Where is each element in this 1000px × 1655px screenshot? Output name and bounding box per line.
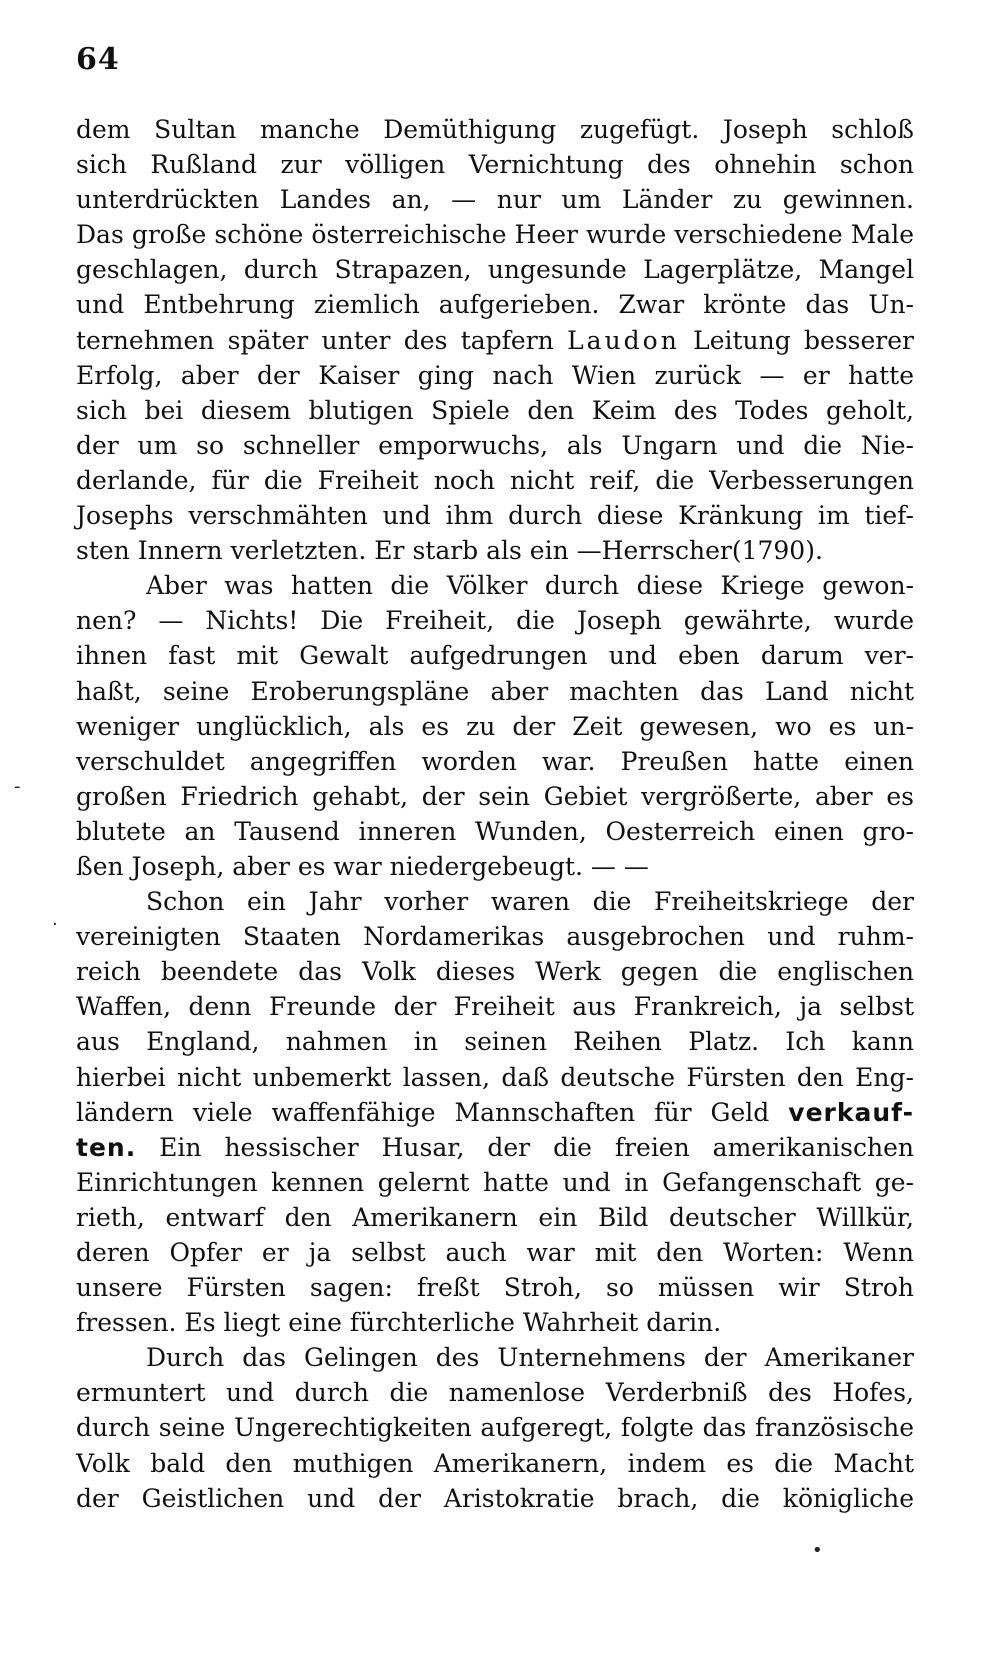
text-line: derlande, für die Freiheit noch nicht reif, die Verbesserungen — [76, 465, 914, 495]
text-segment: Ein hessischer Husar, der die freien amerikanischen — [159, 1132, 914, 1162]
text-line: unsere Fürsten sagen: freßt Stroh, so müssen wir Stroh — [76, 1273, 914, 1303]
text-line: hierbei nicht unbemerkt lassen, daß deutsche Fürsten den Eng- — [76, 1062, 914, 1092]
body-text — [76, 112, 914, 1516]
text-line: großen Friedrich gehabt, der sein Gebiet vergrößerte, aber es — [76, 781, 914, 811]
text-line: Das große schöne österreichische Heer wurde verschiedene Male — [76, 220, 914, 250]
text-line: rieth, entwarf den Amerikanern ein Bild deutscher Willkür, — [76, 1202, 914, 1232]
bold-word-ten: ten. — [76, 1132, 137, 1162]
text-line: sten Innern verletzten. Er starb als ein —Herrscher(1790). — [76, 536, 823, 566]
text-line: ihnen fast mit Gewalt aufgedrungen und eben darum ver- — [76, 641, 914, 671]
page-number: 64 — [76, 42, 120, 77]
bold-word-verkauf: verkauf- — [788, 1097, 914, 1127]
text-segment: Leitung besserer — [679, 325, 914, 355]
text-segment: ternehmen später unter des tapfern — [76, 325, 554, 355]
text-line: Erfolg, aber der Kaiser ging nach Wien zurück — er hatte — [76, 360, 914, 390]
bottom-dot-mark: • — [812, 1540, 823, 1561]
text-line: haßt, seine Eroberungspläne aber machten das Land nicht — [76, 676, 914, 706]
text-line: und Entbehrung ziemlich aufgerieben. Zwar krönte das Un- — [76, 290, 914, 320]
text-line: verschuldet angegriffen worden war. Preußen hatte einen — [76, 746, 914, 776]
text-segment: ländern viele waffenfähige Mannschaften für Geld — [76, 1097, 770, 1127]
text-line: Josephs verschmähten und ihm durch diese Kränkung im tief- — [76, 501, 914, 531]
text-line: Durch das Gelingen des Unternehmens der Amerikaner — [146, 1343, 914, 1373]
text-line: Aber was hatten die Völker durch diese Kriege gewon- — [146, 571, 914, 601]
margin-dash-mark: ‑ — [14, 776, 21, 797]
text-line: ermuntert und durch die namenlose Verderbniß des Hofes, — [76, 1378, 914, 1408]
text-line: reich beendete das Volk dieses Werk gegen die englischen — [76, 957, 914, 987]
text-line-with-emphasis — [76, 1095, 914, 1130]
text-line: Volk bald den muthigen Amerikanern, indem es die Macht — [76, 1448, 914, 1478]
text-line-with-emphasis — [76, 323, 914, 358]
text-line: sich bei diesem blutigen Spiele den Keim des Todes geholt, — [76, 395, 914, 425]
text-line: Schon ein Jahr vorher waren die Freiheitskriege der — [146, 887, 914, 917]
text-line: Einrichtungen kennen gelernt hatte und in Gefangenschaft ge- — [76, 1167, 914, 1197]
text-line: der um so schneller emporwuchs, als Ungarn und die Nie- — [76, 430, 914, 460]
margin-dot-mark: · — [52, 914, 58, 935]
text-line: aus England, nahmen in seinen Reihen Platz. Ich kann — [76, 1027, 914, 1057]
text-line: geschlagen, durch Strapazen, ungesunde Lagerplätze, Mangel — [76, 255, 914, 285]
text-line: Waffen, denn Freunde der Freiheit aus Frankreich, ja selbst — [76, 992, 914, 1022]
text-line: fressen. Es liegt eine fürchterliche Wahrheit darin. — [76, 1308, 722, 1338]
text-line: blutete an Tausend inneren Wunden, Oesterreich einen gro- — [76, 816, 914, 846]
text-line: unterdrückten Landes an, — nur um Länder zu gewinnen. — [76, 185, 914, 215]
text-line: der Geistlichen und der Aristokratie brach, die königliche — [76, 1483, 914, 1513]
text-line: dem Sultan manche Demüthigung zugefügt. Joseph schloß — [76, 115, 914, 144]
text-line: weniger unglücklich, als es zu der Zeit gewesen, wo es un- — [76, 711, 914, 741]
text-line: ßen Joseph, aber es war niedergebeugt. — — — [76, 851, 649, 881]
spaced-name-laudon: Laudon — [567, 325, 680, 355]
text-line: deren Opfer er ja selbst auch war mit den Worten: Wenn — [76, 1238, 914, 1267]
text-line: vereinigten Staaten Nordamerikas ausgebrochen und ruhm- — [76, 922, 914, 952]
text-line-with-emphasis — [76, 1130, 914, 1165]
text-line: durch seine Ungerechtigkeiten aufgeregt, folgte das französische — [76, 1413, 914, 1443]
text-line: nen? — Nichts! Die Freiheit, die Joseph gewährte, wurde — [76, 606, 914, 636]
text-line: sich Rußland zur völligen Vernichtung des ohnehin schon — [76, 150, 914, 180]
